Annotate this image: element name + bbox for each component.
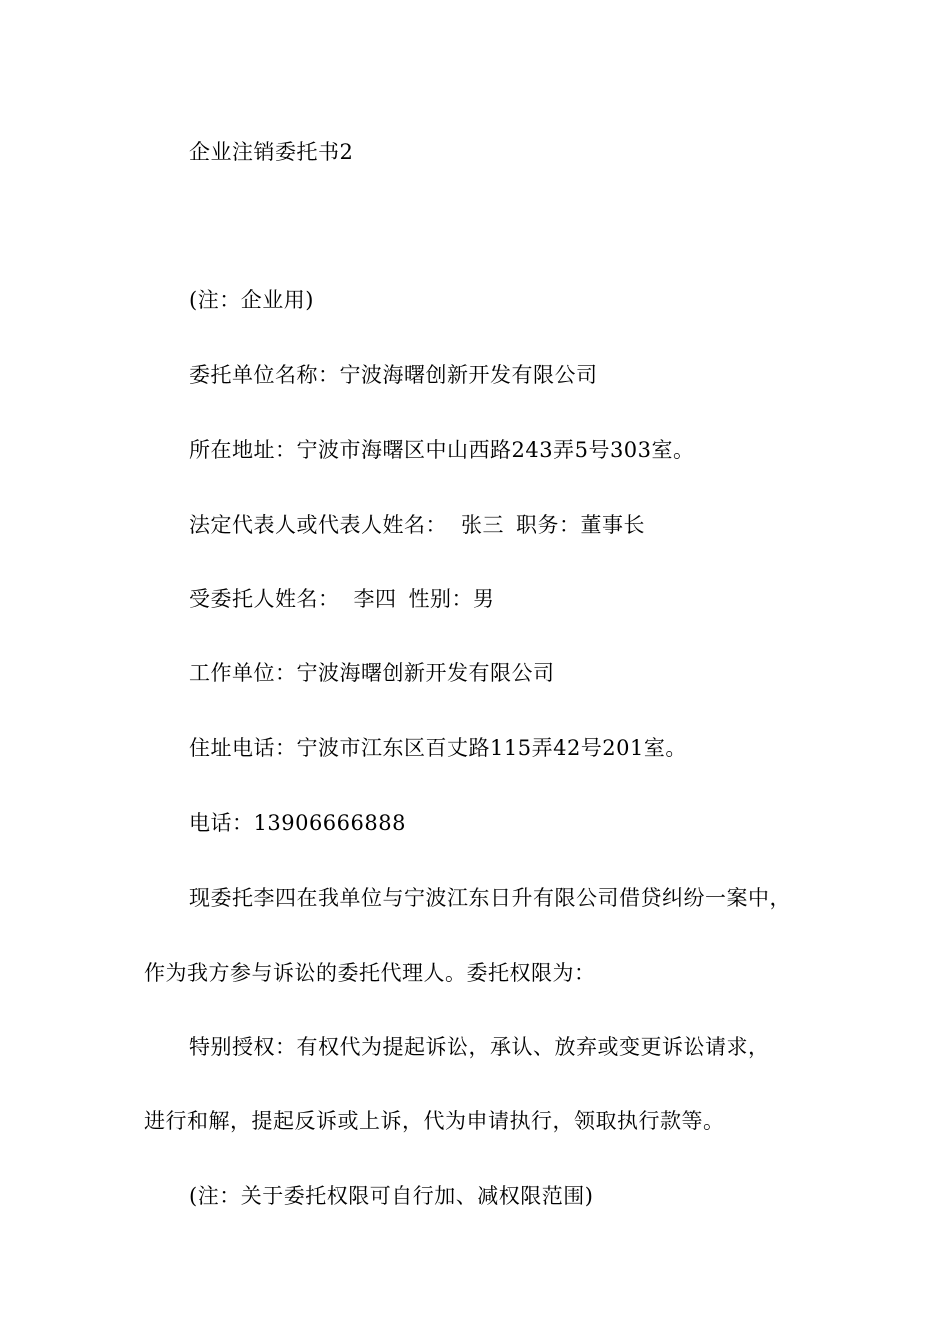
note-enterprise-use: (注：企业用) [189, 288, 314, 312]
legal-rep-label: 法定代表人或代表人姓名： [189, 513, 447, 537]
trustee-gender: 性别：男 [408, 587, 495, 611]
legal-rep-position: 职务：董事长 [516, 513, 645, 537]
paragraph-entrustment-line-2: 作为我方参与诉讼的委托代理人。委托权限为： [144, 961, 596, 985]
note-authority-scope: (注：关于委托权限可自行加、减权限范围) [189, 1184, 594, 1208]
paragraph-authorization-line-1: 特别授权：有权代为提起诉讼，承认、放弃或变更诉讼请求， [189, 1035, 770, 1059]
trustee-line [189, 584, 495, 614]
document-title: 企业注销委托书2 [189, 140, 354, 164]
trustee-label: 受委托人姓名： [189, 587, 340, 611]
phone-line: 电话：13906666888 [189, 811, 406, 835]
address-line: 所在地址：宁波市海曙区中山西路243弄5号303室。 [189, 438, 695, 462]
trustee-name: 李四 [353, 587, 397, 611]
residence-line: 住址电话：宁波市江东区百丈路115弄42号201室。 [189, 736, 687, 760]
paragraph-authorization-line-2: 进行和解，提起反诉或上诉，代为申请执行，领取执行款等。 [144, 1109, 725, 1133]
entrusting-unit-line: 委托单位名称：宁波海曙创新开发有限公司 [189, 363, 598, 387]
work-unit-line: 工作单位：宁波海曙创新开发有限公司 [189, 661, 555, 685]
paragraph-entrustment-line-1: 现委托李四在我单位与宁波江东日升有限公司借贷纠纷一案中， [189, 886, 791, 910]
legal-rep-name: 张三 [461, 513, 504, 537]
legal-representative-line [189, 510, 645, 540]
